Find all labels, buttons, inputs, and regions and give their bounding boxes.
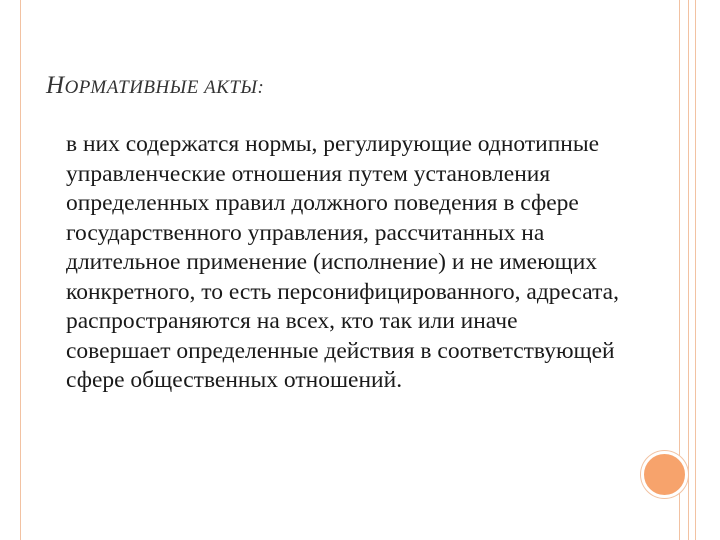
decorative-circle-icon: [641, 451, 688, 498]
frame-right-line-2: [688, 0, 689, 540]
slide-body-text: в них содержатся нормы, регулирующие однотипные управленческие отношения путем установления определенных правил должного поведения в сфере государственного управления, рассчитанных на длительное применение (исполнение) и не имеющих конкретного, то есть персонифицированного, адресата, распространяются на всех, кто так или иначе совершает определенные действия в соответствующей сфере общественных отношений.: [66, 131, 619, 393]
slide-title-rest: ОРМАТИВНЫЕ АКТЫ:: [64, 77, 265, 98]
frame-right-line-3: [695, 0, 696, 540]
slide-title: [46, 72, 264, 100]
slide-title-initial: Н: [46, 72, 65, 99]
frame-left-line: [20, 0, 21, 540]
